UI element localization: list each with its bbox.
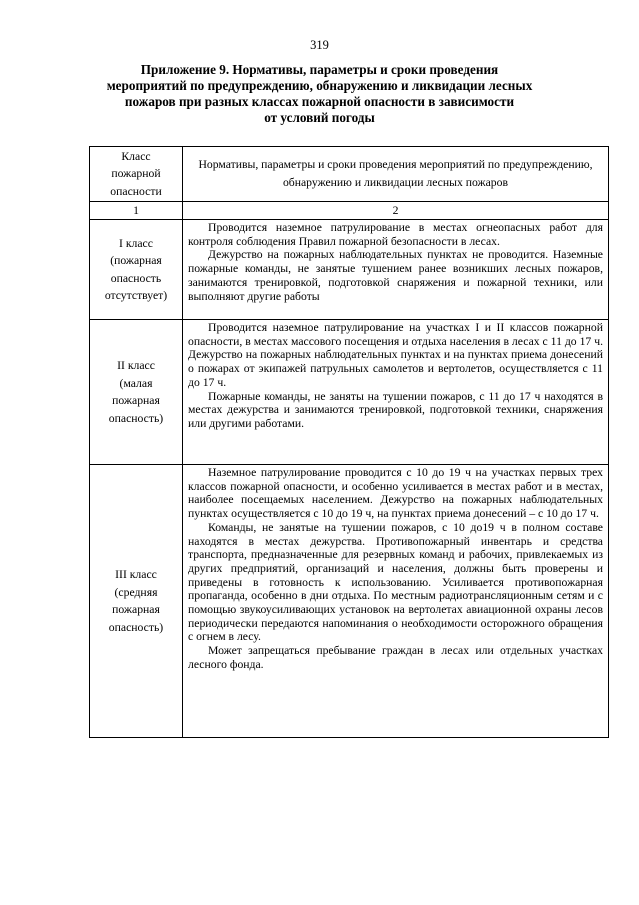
header-class-line: опасности	[110, 184, 162, 198]
measures-cell	[183, 320, 609, 465]
measures-paragraph: Может запрещаться пребывание граждан в лесах или отдельных участках лесного фонда.	[188, 644, 603, 671]
class-line: опасность)	[108, 620, 164, 634]
class-line: I класс	[119, 236, 153, 250]
column-number-row	[90, 202, 609, 220]
class-line: (пожарная	[110, 254, 162, 267]
table-row	[90, 465, 609, 738]
class-line: пожарная	[112, 394, 160, 407]
class-line: опасность	[110, 271, 162, 285]
measures-paragraph: Наземное патрулирование проводится с 10 до 19 ч на участках первых трех классов пожарной опасности, и особенно усиливается в местах работ и в местах, наиболее посещаемых населением. Дежурство на пожарных наблюдательных пунктах осуществляется с 10 до 19 ч, на пунктах приема донесений – с 10 до 17 ч.	[188, 466, 603, 521]
class-line: II класс	[117, 359, 155, 372]
measures-cell	[183, 220, 609, 320]
title-line: от условий погоды	[264, 110, 375, 125]
fire-danger-norms-table	[89, 146, 609, 738]
header-desc-cell: Нормативы, параметры и сроки проведения мероприятий по предупреждению, обнаружению и ликвидации лесных пожаров	[183, 147, 609, 202]
title-line: Приложение 9. Нормативы, параметры и сроки проведения	[140, 62, 499, 77]
measures-paragraph: Проводится наземное патрулирование на участках I и II классов пожарной опасности, в местах массового посещения и отдыха населения в лесах с 11 до 17 ч. Дежурство на пожарных наблюдательных пунктах и на пунктах приема донесений о пожарах от экипажей патрульных самолетов и вертолетов, осуществляется с 11 до 17 ч.	[188, 321, 603, 389]
column-number: 1	[90, 202, 183, 220]
column-number: 2	[183, 202, 609, 220]
measures-paragraph: Пожарные команды, не заняты на тушении пожаров, с 11 до 17 ч находятся в местах дежурства и занимаются тренировкой, подготовкой техники, снаряжения или другими работами.	[188, 389, 603, 430]
class-line: III класс	[115, 568, 157, 581]
page-number: 319	[310, 38, 329, 52]
class-cell	[90, 465, 183, 738]
header-class-line: Класс	[121, 149, 151, 163]
class-cell	[90, 220, 183, 320]
table-row	[90, 320, 609, 465]
title-line: пожаров при разных классах пожарной опасности в зависимости	[124, 94, 515, 109]
class-cell	[90, 320, 183, 465]
header-class-line: пожарной	[111, 167, 161, 181]
header-class-cell	[90, 147, 183, 202]
measures-paragraph: Команды, не занятые на тушении пожаров, с 10 до19 ч в полном составе находятся в местах дежурства. Противопожарный инвентарь и средства транспорта, предназначенные для резервных команд и рабочих, привлекаемых из других предприятий, организаций и населения, должны быть проверены и приведены в готовность к использованию. Усиливается противопожарная пропаганда, особенно в дни отдыха. По местным радиотрансляционным сетям и с помощью звукоусиливающих установок на вертолетах авиационной охраны лесов периодически передаются напоминания о необходимости осторожного обращения с огнем в лесу.	[188, 520, 603, 644]
measures-paragraph: Дежурство на пожарных наблюдательных пунктах не проводится. Наземные пожарные команды, не занятые тушением ранее возникших лесных пожаров, занимаются тренировкой, подготовкой снаряжения и пожарной техники, или выполняют другие работы	[188, 248, 603, 303]
title-line: мероприятий по предупреждению, обнаружению и ликвидации лесных	[106, 78, 533, 93]
class-line: пожарная	[112, 603, 160, 616]
class-line: отсутствует)	[104, 289, 168, 302]
measures-cell	[183, 465, 609, 738]
class-line: (средняя	[114, 585, 158, 599]
table-row	[90, 220, 609, 320]
measures-paragraph: Проводится наземное патрулирование в местах огнеопасных работ для контроля соблюдения Правил пожарной безопасности в лесах.	[188, 221, 603, 248]
class-line: (малая	[119, 376, 153, 390]
class-line: опасность)	[108, 411, 164, 425]
table-header-row	[90, 147, 609, 202]
appendix-title	[80, 62, 559, 126]
